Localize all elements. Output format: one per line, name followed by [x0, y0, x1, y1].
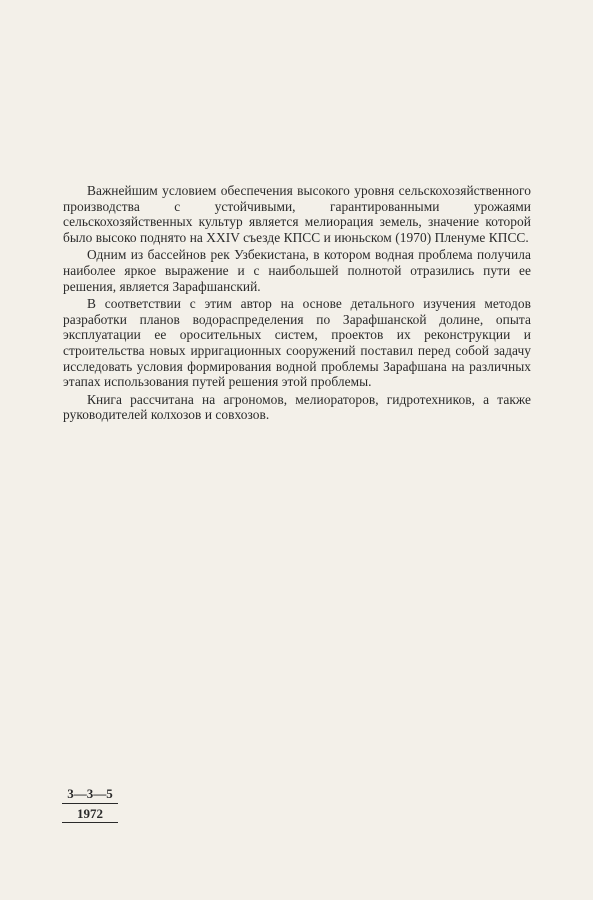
publication-code: [62, 785, 118, 823]
abstract-paragraph: Важнейшим условием обеспечения высокого уровня сельскохозяйственного производства с устойчивыми, гарантированными урожаями сельскохозяйственных культур является мелиорация земель, значение которой было высоко поднято на XXIV съезде КПСС и июньском (1970) Пленуме КПСС.: [63, 183, 531, 245]
abstract-paragraph: В соответствии с этим автор на основе детального изучения методов разработки планов водораспределения по Зарафшанской долине, опыта эксплуатации ее оросительных систем, проектов их реконструкции и строительства новых ирригационных сооружений поставил перед собой задачу исследовать условия формирования водной проблемы Зарафшана на различных этапах использования путей решения этой проблемы.: [63, 296, 531, 390]
publication-code-year: 1972: [62, 804, 118, 823]
abstract-text: [63, 183, 531, 425]
abstract-paragraph: Книга рассчитана на агрономов, мелиораторов, гидротехников, а также руководителей колхозов и совхозов.: [63, 391, 531, 423]
abstract-paragraph: Одним из бассейнов рек Узбекистана, в котором водная проблема получила наиболее яркое выражение и с наибольшей полнотой отразились пути ее решения, является Зарафшанский.: [63, 247, 531, 294]
publication-code-numerator: 3—3—5: [62, 785, 118, 804]
